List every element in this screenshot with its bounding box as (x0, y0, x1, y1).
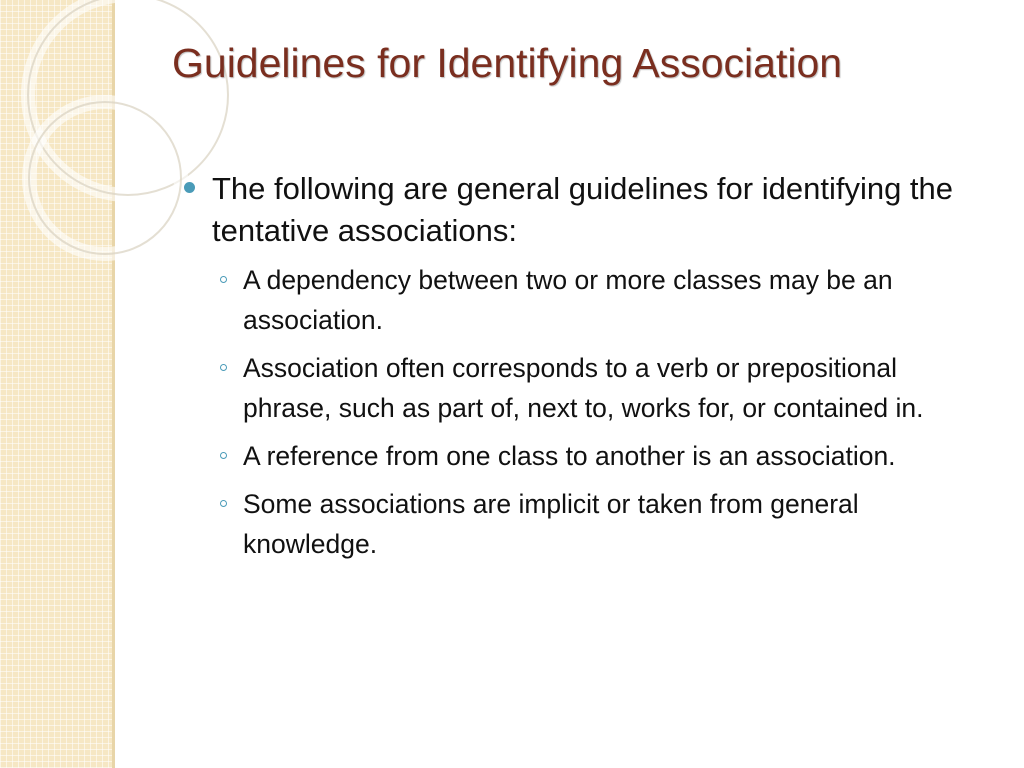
slide-content (184, 168, 984, 572)
filled-circle-bullet-icon (184, 182, 195, 193)
bullet-item (184, 168, 972, 252)
sub-bullet-text: A dependency between two or more classes may be an association. (243, 265, 893, 335)
sub-bullet-text: Association often corresponds to a verb or prepositional phrase, such as part of, next to, works for, or contained in. (243, 353, 924, 423)
sub-bullet-text: Some associations are implicit or taken from general knowledge. (243, 489, 859, 559)
bullet-text: The following are general guidelines for identifying the tentative associations: (212, 171, 954, 248)
decorative-sidebar (0, 0, 112, 768)
ring-bullet-icon (220, 276, 227, 283)
ring-bullet-icon (220, 500, 227, 507)
sub-bullet-item (184, 260, 973, 340)
sub-bullet-item (184, 348, 973, 428)
ring-bullet-icon (220, 452, 227, 459)
sub-bullet-text: A reference from one class to another is an association. (243, 441, 896, 471)
sub-bullet-list (184, 260, 984, 564)
sub-bullet-item (184, 484, 973, 564)
slide-title: Guidelines for Identifying Association (172, 40, 843, 86)
sidebar-edge (112, 0, 115, 768)
sub-bullet-item (184, 436, 973, 476)
ring-bullet-icon (220, 364, 227, 371)
